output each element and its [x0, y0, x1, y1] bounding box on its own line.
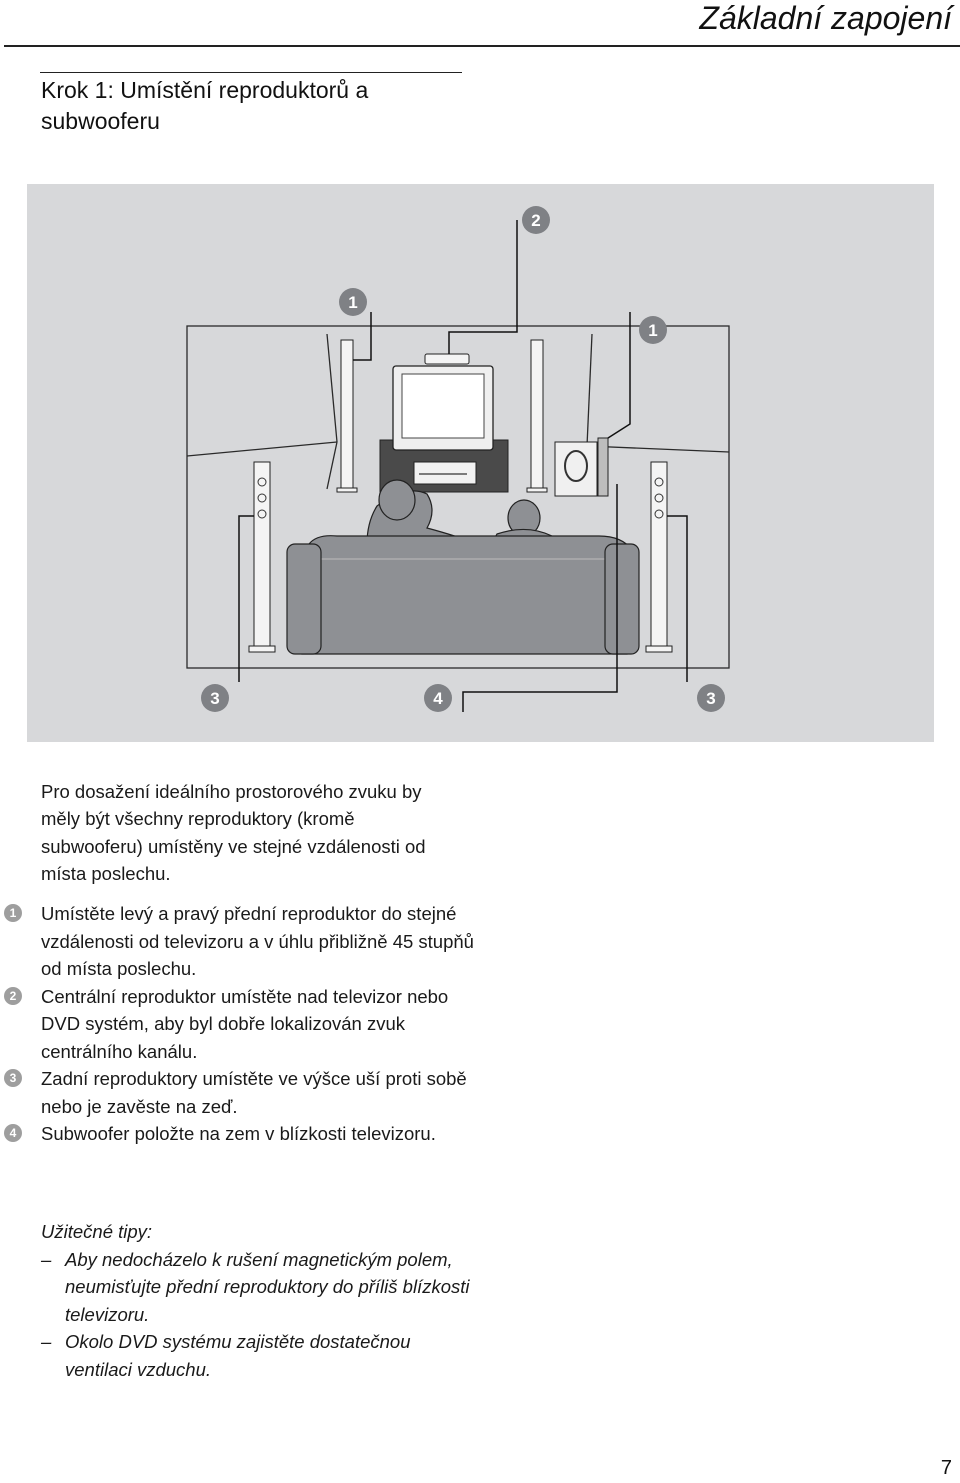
- callout-rear-left-label: 3: [210, 689, 220, 708]
- tip-text: Aby nedocházelo k rušení magnetickým polem, neumisťujte přední reproduktory do příliš blízkosti televizoru.: [65, 1248, 470, 1325]
- step-number-badge: 1: [4, 904, 22, 922]
- step-text: Centrální reproduktor umístěte nad televizor nebo DVD systém, aby byl dobře lokalizován zvuk centrálního kanálu.: [41, 985, 449, 1062]
- subwoofer: [555, 438, 608, 496]
- step-number-badge: 4: [4, 1124, 22, 1142]
- callout-badge-rear-right: [697, 684, 725, 712]
- callout-badge-front-right: [639, 316, 667, 344]
- callout-rear-right-label: 3: [706, 689, 716, 708]
- television: [393, 366, 493, 450]
- sofa: [287, 536, 639, 654]
- step-number-badge: 3: [4, 1069, 22, 1087]
- tips-heading: Užitečné tipy:: [41, 1221, 153, 1242]
- step-text: Subwoofer položte na zem v blízkosti televizoru.: [41, 1123, 436, 1144]
- step-number-badge: 2: [4, 987, 22, 1005]
- tips-section: [41, 1218, 481, 1383]
- tip-item: [41, 1328, 481, 1383]
- callout-center-label: 2: [531, 211, 541, 230]
- steps-list: [0, 900, 480, 1148]
- speaker-placement-figure: [27, 184, 934, 742]
- callout-badge-rear-left: [201, 684, 229, 712]
- tip-dash: –: [41, 1331, 52, 1352]
- section-title: Krok 1: Umístění reproduktorů a subwooferu: [41, 77, 369, 134]
- page-header-title: Základní zapojení: [699, 0, 952, 36]
- step-item: [0, 1120, 480, 1148]
- callout-badge-subwoofer: [424, 684, 452, 712]
- header-rule: [4, 45, 960, 47]
- intro-paragraph: Pro dosažení ideálního prostorového zvuku by měly být všechny reproduktory (kromě subwooferu) umístěny ve stejné vzdálenosti od místa poslechu.: [41, 780, 426, 884]
- callout-front-right-label: 1: [648, 321, 658, 340]
- tip-dash: –: [41, 1248, 52, 1270]
- center-speaker: [425, 354, 469, 364]
- tip-text: Okolo DVD systému zajistěte dostatečnou ventilaci vzduchu.: [65, 1331, 411, 1380]
- step-text: Umístěte levý a pravý přední reproduktor do stejné vzdálenosti od televizoru a v úhlu přibližně 45 stupňů od místa poslechu.: [41, 903, 474, 979]
- page-number: 7: [940, 1457, 952, 1479]
- step-item: [0, 983, 480, 1066]
- tip-item: [41, 1246, 481, 1329]
- callout-badge-front-left: [339, 288, 367, 316]
- section-rule: [40, 72, 462, 73]
- callout-badge-center: [522, 206, 550, 234]
- callout-front-left-label: 1: [348, 293, 358, 312]
- step-item: [0, 1065, 480, 1120]
- step-item: [0, 900, 480, 983]
- callout-subwoofer-label: 4: [433, 689, 443, 708]
- step-text: Zadní reproduktory umístěte ve výšce uší proti sobě nebo je zavěste na zeď.: [41, 1068, 467, 1117]
